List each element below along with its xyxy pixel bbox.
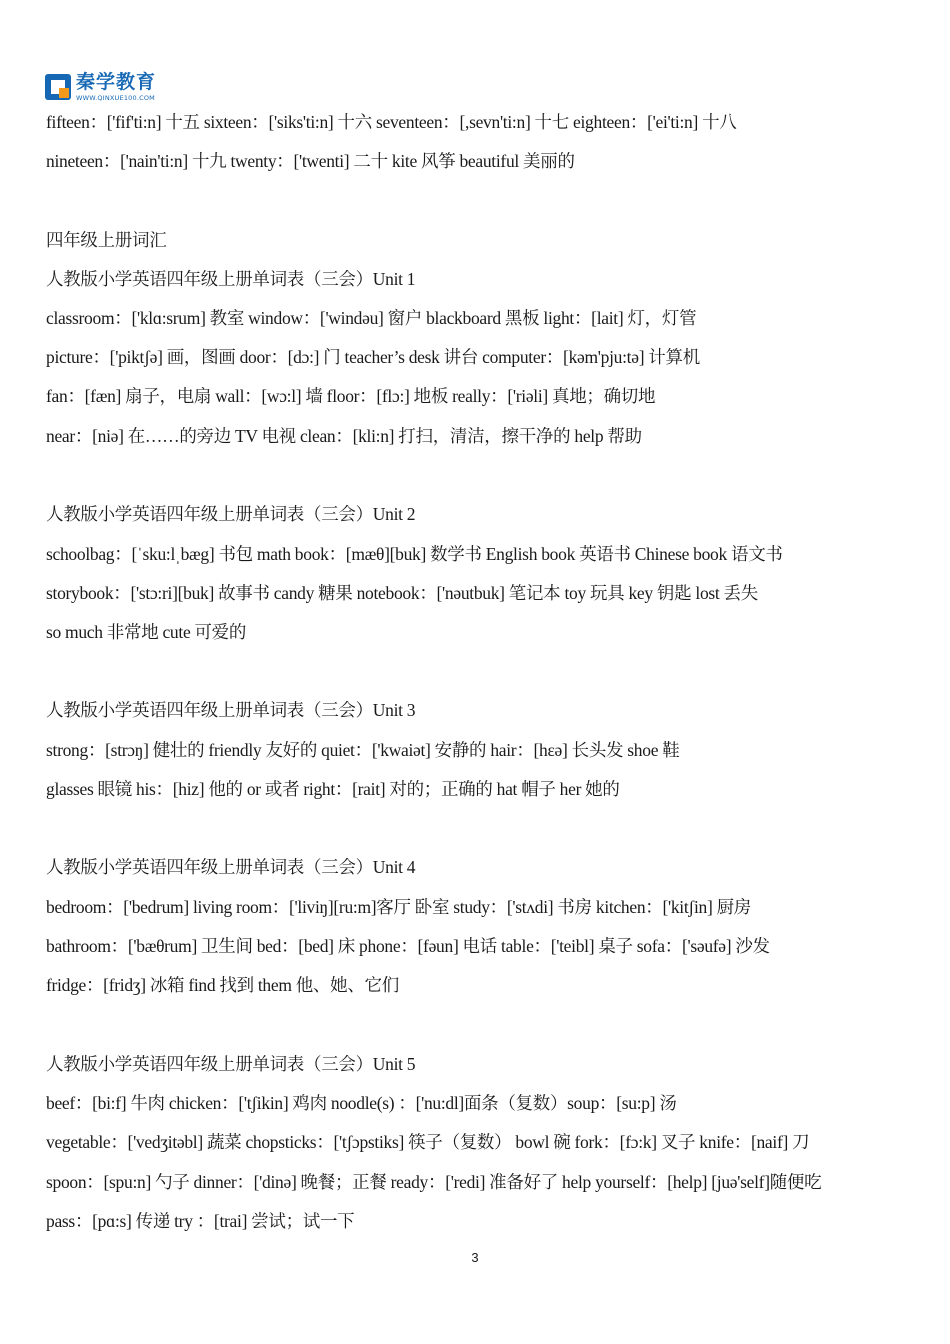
vocab-line: storybook：['stɔ:ri][buk] 故事书 candy 糖果 notebook：['nəutbuk] 笔记本 toy 玩具 key 钥匙 lost 丢失 <box>46 583 758 603</box>
vocab-line: glasses 眼镜 his：[hiz] 他的 or 或者 right：[rait] 对的；正确的 hat 帽子 her 她的 <box>46 779 620 799</box>
unit-heading: 人教版小学英语四年级上册单词表（三会）Unit 5 <box>46 1054 416 1074</box>
vocab-line: pass：[pɑ:s] 传递 try ：[trai] 尝试；试一下 <box>46 1211 355 1231</box>
page-number: 3 <box>471 1250 479 1265</box>
vocab-line: near：[niə] 在……的旁边 TV 电视 clean：[kli:n] 打扫，清洁，擦干净的 help 帮助 <box>46 426 642 446</box>
logo-name: 秦学教育 <box>76 70 157 93</box>
vocab-line: nineteen：['nain'ti:n] 十九 twenty：['twenti] 二十 kite 风筝 beautiful 美丽的 <box>46 151 575 171</box>
vocab-line: bedroom：['bedrum] living room：['liviŋ][ru:m]客厅 卧室 study：['stʌdi] 书房 kitchen：['kitʃin] 厨房 <box>46 897 751 917</box>
vocab-line: so much 非常地 cute 可爱的 <box>46 622 247 642</box>
vocab-line: beef：[bi:f] 牛肉 chicken：['tʃikin] 鸡肉 noodle(s) ：['nu:dl]面条（复数）soup：[su:p] 汤 <box>46 1093 677 1113</box>
vocab-line: schoolbag：[ˈsku:lˌbæg] 书包 math book：[mæθ][buk] 数学书 English book 英语书 Chinese book 语文书 <box>46 544 783 564</box>
section-title: 四年级上册词汇 <box>46 230 167 250</box>
unit-heading: 人教版小学英语四年级上册单词表（三会）Unit 1 <box>46 269 416 289</box>
vocab-line: fifteen：['fif'ti:n] 十五 sixteen：['siks'ti:n] 十六 seventeen：[,sevn'ti:n] 十七 eighteen：['ei'ti:n] 十八 <box>46 112 737 132</box>
unit-heading: 人教版小学英语四年级上册单词表（三会）Unit 4 <box>46 857 416 877</box>
vocab-line: classroom：['klɑ:srum] 教室 window：['windəu] 窗户 blackboard 黑板 light：[lait] 灯，灯管 <box>46 308 697 328</box>
vocab-line: fridge：[fridʒ] 冰箱 find 找到 them 他、她、它们 <box>46 975 399 995</box>
logo <box>44 68 182 106</box>
vocab-line: bathroom：['bæθrum] 卫生间 bed：[bed] 床 phone：[fəun] 电话 table：['teibl] 桌子 sofa：['səufə] 沙发 <box>46 936 770 956</box>
unit-heading: 人教版小学英语四年级上册单词表（三会）Unit 2 <box>46 504 416 524</box>
logo-icon <box>44 73 72 101</box>
vocab-line: strong：[strɔŋ] 健壮的 friendly 友好的 quiet：['kwaiət] 安静的 hair：[hɛə] 长头发 shoe 鞋 <box>46 740 680 760</box>
logo-url: WWW.QINXUE100.COM <box>76 93 155 102</box>
unit-heading: 人教版小学英语四年级上册单词表（三会）Unit 3 <box>46 700 416 720</box>
vocab-line: vegetable：['vedʒitəbl] 蔬菜 chopsticks：['tʃɔpstiks] 筷子（复数） bowl 碗 fork：[fɔ:k] 叉子 knife：[naif] 刀 <box>46 1132 810 1152</box>
vocab-line: spoon：[spu:n] 勺子 dinner：['dinə] 晚餐；正餐 ready：['redi] 准备好了 help yourself：[help] [juə'self]随便吃 <box>46 1172 822 1192</box>
vocab-line: picture：['piktʃə] 画，图画 door：[dɔ:] 门 teacher’s desk 讲台 computer：[kəm'pju:tə] 计算机 <box>46 347 700 367</box>
vocab-line: fan：[fæn] 扇子，电扇 wall：[wɔ:l] 墙 floor：[flɔ:] 地板 really：['riəli] 真地；确切地 <box>46 386 656 406</box>
